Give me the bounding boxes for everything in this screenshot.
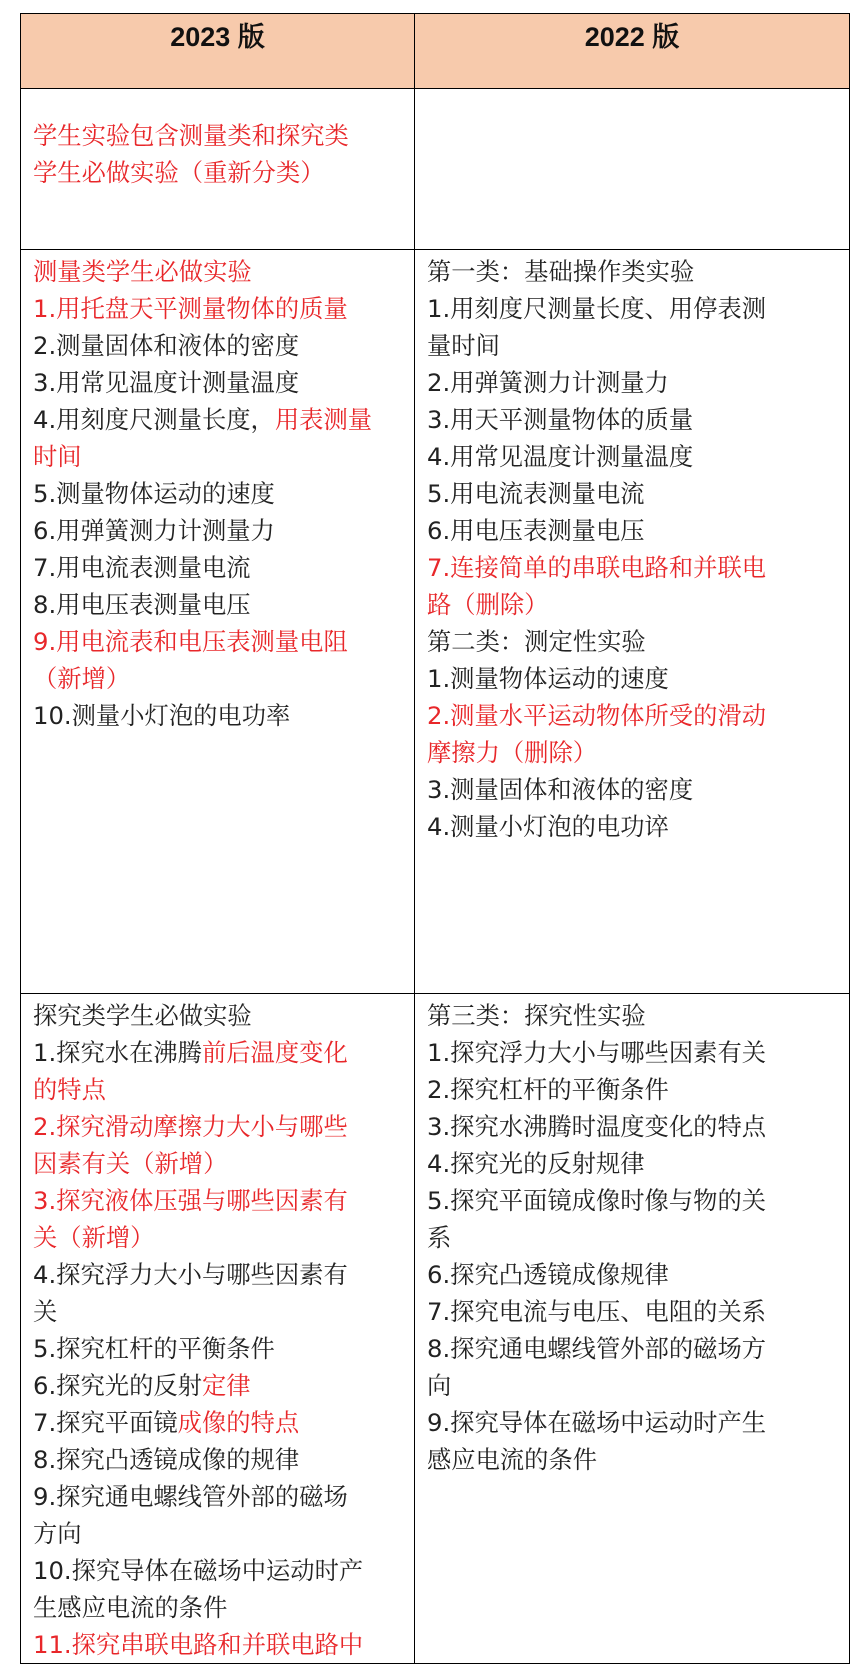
text-line [33,1367,404,1404]
text-line [427,1108,839,1145]
text-line [33,117,404,154]
highlighted-text: 7.连接简单的串联电路和并联电 [427,553,767,582]
text-line [33,1478,404,1515]
line-text: 2.测量固体和液体的密度 [33,331,300,360]
line-text: 9.探究通电螺线管外部的磁场 [33,1482,348,1511]
text-line [427,1219,839,1256]
text-line [427,1404,839,1441]
text-line [33,623,404,660]
line-text: 6.用弹簧测力计测量力 [33,516,275,545]
measurement-row [21,250,850,994]
line-text: 3.探究水沸腾时温度变化的特点 [427,1112,767,1141]
highlighted-text: 11.探究串联电路和并联电路中 [33,1630,364,1659]
line-text: 8.探究通电螺线管外部的磁场方 [427,1334,767,1363]
text-line [33,290,404,327]
text-line [33,475,404,512]
highlighted-text: 时间 [33,442,82,471]
line-text: 第一类：基础操作类实验 [427,257,695,286]
line-text: 4.探究光的反射规律 [427,1149,645,1178]
text-line [427,1071,839,1108]
exploration-row [21,994,850,1664]
highlighted-text: 关（新增） [33,1223,155,1252]
highlighted-text: 9.用电流表和电压表测量电阻 [33,627,348,656]
text-line [427,1293,839,1330]
line-text: 第二类：测定性实验 [427,627,646,656]
line-text: 4.用常见温度计测量温度 [427,442,694,471]
text-line [33,1441,404,1478]
highlighted-text: （新增） [33,664,131,693]
highlighted-text: 学生实验包含测量类和探究类 [33,121,349,150]
measurement-2023-cell [21,250,415,994]
header-2022: 2022 版 [415,14,850,89]
text-line [427,327,839,364]
highlighted-text: 学生必做实验（重新分类） [33,158,325,187]
line-text: 第三类：探究性实验 [427,1001,646,1030]
text-line [427,1034,839,1071]
text-line [427,1330,839,1367]
text-line [427,1441,839,1478]
text-line [427,660,839,697]
text-line [427,771,839,808]
highlighted-text: 1.用托盘天平测量物体的质量 [33,294,348,323]
line-text: 1.测量物体运动的速度 [427,664,669,693]
line-text: 7.探究电流与电压、电阻的关系 [427,1297,767,1326]
text-line [33,1219,404,1256]
line-text: 6.用电压表测量电压 [427,516,645,545]
line-text: 2.用弹簧测力计测量力 [427,368,669,397]
line-text: 量时间 [427,331,500,360]
text-line [33,1182,404,1219]
text-line [427,1256,839,1293]
highlighted-text: 2.探究滑动摩擦力大小与哪些 [33,1112,348,1141]
line-text: 向 [427,1371,452,1400]
line-text: 生感应电流的条件 [33,1593,228,1622]
text-line [427,549,839,586]
text-line [33,253,404,290]
highlighted-text: 2.测量水平运动物体所受的滑动 [427,701,767,730]
text-line [33,154,404,191]
text-line [427,734,839,771]
text-line [427,364,839,401]
header-row [21,14,850,89]
line-text: 8.探究凸透镜成像的规律 [33,1445,300,1474]
line-text: 5.探究杠杆的平衡条件 [33,1334,275,1363]
text-line [33,1256,404,1293]
line-text: 10.探究导体在磁场中运动时产 [33,1556,364,1585]
text-line [427,586,839,623]
text-line [427,253,839,290]
line-text: 探究类学生必做实验 [33,1001,252,1030]
line-text: 方向 [33,1519,82,1548]
highlighted-text: 前后温度变化 [201,1038,348,1067]
text-line [427,1145,839,1182]
line-text: 4.测量小灯泡的电功谇 [427,812,669,841]
text-line [33,1404,404,1441]
text-line [33,1071,404,1108]
line-text: 1.用刻度尺测量长度、用停表测 [427,294,767,323]
highlighted-text: 测量类学生必做实验 [33,257,252,286]
text-line [33,1626,404,1663]
line-text: 4.探究浮力大小与哪些因素有 [33,1260,348,1289]
highlighted-text: 成像的特点 [177,1408,300,1437]
highlighted-text: 路（删除） [427,590,549,619]
highlighted-text: 定律 [201,1371,251,1400]
text-line [427,808,839,845]
text-line [33,1108,404,1145]
text-line [33,1552,404,1589]
line-text: 8.用电压表测量电压 [33,590,251,619]
text-line [427,475,839,512]
intro-2022-cell [415,89,850,250]
header-2023: 2023 版 [21,14,415,89]
line-text: 系 [427,1223,452,1252]
line-text: 6.探究光的反射 [33,1371,202,1400]
text-line [427,438,839,475]
line-text: 1.探究浮力大小与哪些因素有关 [427,1038,767,1067]
line-text: 10.测量小灯泡的电功率 [33,701,291,730]
text-line [33,327,404,364]
text-line [427,1182,839,1219]
line-text: 5.用电流表测量电流 [427,479,645,508]
line-text: 4.用刻度尺测量长度， [33,405,275,434]
highlighted-text: 摩擦力（删除） [427,738,598,767]
line-text: 3.测量固体和液体的密度 [427,775,694,804]
text-line [33,586,404,623]
highlighted-text: 的特点 [33,1075,106,1104]
text-line [33,1589,404,1626]
line-text: 关 [33,1297,58,1326]
line-text: 2.探究杠杆的平衡条件 [427,1075,669,1104]
text-line [33,549,404,586]
exploration-2022-cell [415,994,850,1664]
text-line [33,1330,404,1367]
text-line [33,660,404,697]
line-text: 感应电流的条件 [427,1445,598,1474]
measurement-2022-cell [415,250,850,994]
intro-2023-cell [21,89,415,250]
line-text: 5.探究平面镜成像时像与物的关 [427,1186,767,1215]
text-line [33,1293,404,1330]
line-text: 9.探究导体在磁场中运动时产生 [427,1408,767,1437]
text-line [33,1034,404,1071]
text-line [33,364,404,401]
text-line [33,438,404,475]
text-line [427,1367,839,1404]
line-text: 5.测量物体运动的速度 [33,479,275,508]
intro-row [21,89,850,250]
line-text: 3.用常见温度计测量温度 [33,368,300,397]
highlighted-text: 因素有关（新增） [33,1149,228,1178]
text-line [33,401,404,438]
line-text: 1.探究水在沸腾 [33,1038,202,1067]
text-line [33,1515,404,1552]
text-line [427,997,839,1034]
text-line [427,512,839,549]
text-line [427,401,839,438]
line-text: 6.探究凸透镜成像规律 [427,1260,669,1289]
text-line [33,997,404,1034]
highlighted-text: 用表测量 [274,405,373,434]
text-line [427,623,839,660]
exploration-2023-cell [21,994,415,1664]
line-text: 3.用天平测量物体的质量 [427,405,694,434]
text-line [427,290,839,327]
text-line [33,697,404,734]
text-line [427,697,839,734]
highlighted-text: 3.探究液体压强与哪些因素有 [33,1186,348,1215]
line-text: 7.探究平面镜 [33,1408,178,1437]
line-text: 7.用电流表测量电流 [33,553,251,582]
text-line [33,512,404,549]
text-line [33,1145,404,1182]
comparison-table [20,13,850,1664]
